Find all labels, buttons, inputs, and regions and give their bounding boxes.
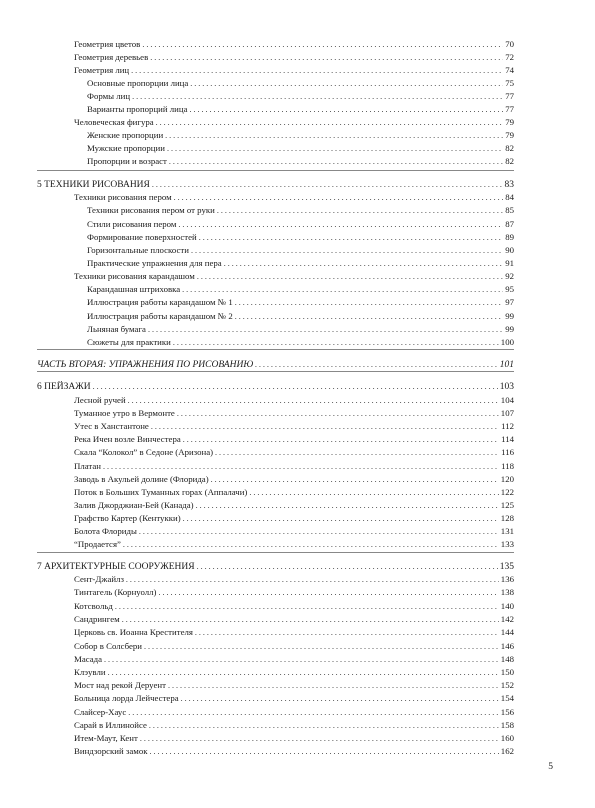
- toc-entry: [74, 116, 514, 129]
- toc-entry-title: Формирование поверхностей: [87, 232, 197, 242]
- toc-entry: [87, 90, 514, 103]
- toc-chapter: [37, 178, 514, 191]
- toc-entry-page: 75: [505, 78, 514, 88]
- toc-entry: [74, 51, 514, 64]
- toc-entry: [87, 336, 514, 349]
- toc-entry-title: Масада: [74, 654, 103, 664]
- toc-entry-page: 118: [501, 461, 514, 471]
- toc-entry: [87, 129, 514, 142]
- toc-entry-title: ЧАСТЬ ВТОРАЯ: УПРАЖНЕНИЯ ПО РИСОВАНИЮ: [37, 360, 254, 370]
- toc-entry: [74, 433, 514, 446]
- toc-entry-page: 82: [505, 143, 514, 153]
- toc-part: [37, 358, 514, 371]
- toc-entry: [74, 460, 514, 473]
- toc-entry-title: Карандашная штриховка: [87, 284, 181, 294]
- toc-entry-page: 131: [500, 526, 514, 536]
- toc-entry-title: Болота Флориды: [74, 526, 137, 536]
- toc-entry-title: 7 АРХИТЕКТУРНЫЕ СООРУЖЕНИЯ: [37, 562, 195, 572]
- toc-entry-page: 72: [505, 52, 514, 62]
- toc-entry: [74, 499, 514, 512]
- toc-entry: [74, 407, 514, 420]
- toc-entry: [74, 446, 514, 459]
- toc-entry-page: 99: [505, 311, 514, 321]
- toc-entry-title: Виндзорский замок: [74, 746, 148, 756]
- dot-leader: [151, 420, 499, 433]
- toc-entry-page: 104: [500, 395, 514, 405]
- toc-entry-page: 125: [500, 500, 514, 510]
- toc-entry: [87, 257, 514, 270]
- dot-leader: [140, 732, 499, 745]
- toc-entry-page: 87: [505, 219, 514, 229]
- toc-entry-title: Итем-Маут, Кент: [74, 733, 138, 743]
- dot-leader: [224, 257, 504, 270]
- dot-leader: [158, 586, 498, 599]
- dot-leader: [103, 460, 499, 473]
- toc-entry-title: 6 ПЕЙЗАЖИ: [37, 382, 91, 392]
- toc-entry: [74, 732, 514, 745]
- dot-leader: [149, 719, 499, 732]
- toc-entry-title: Сарай в Иллинойсе: [74, 720, 147, 730]
- dot-leader: [177, 407, 499, 420]
- toc-entry-page: 116: [501, 447, 514, 457]
- toc-entry-page: 99: [505, 324, 514, 334]
- toc-entry: [87, 296, 514, 309]
- dot-leader: [165, 129, 503, 142]
- toc-entry-title: Сент-Джайлз: [74, 574, 124, 584]
- toc-entry: [74, 706, 514, 719]
- dot-leader: [190, 103, 504, 116]
- dot-leader: [126, 573, 499, 586]
- section-divider: [37, 552, 514, 553]
- dot-leader: [142, 38, 503, 51]
- toc-chapter: [37, 380, 514, 393]
- toc-entry-page: 79: [505, 130, 514, 140]
- toc-entry: [74, 692, 514, 705]
- toc-entry: [74, 573, 514, 586]
- dot-leader: [217, 204, 503, 217]
- toc-entry-title: Геометрия цветов: [74, 39, 141, 49]
- toc-entry-title: Утес в Ханстантоне: [74, 421, 149, 431]
- dot-leader: [182, 283, 503, 296]
- page-number: 5: [548, 762, 553, 772]
- toc-entry-page: 91: [505, 258, 514, 268]
- toc-entry: [87, 283, 514, 296]
- toc-entry: [74, 640, 514, 653]
- toc-entry-page: 101: [499, 360, 514, 370]
- toc-entry-page: 90: [505, 245, 514, 255]
- toc-entry-title: Котсвольд: [74, 601, 113, 611]
- dot-leader: [199, 231, 503, 244]
- dot-leader: [104, 653, 499, 666]
- toc-entry-page: 82: [505, 156, 514, 166]
- toc-entry: [74, 394, 514, 407]
- toc-entry-page: 95: [505, 284, 514, 294]
- toc-entry: [87, 77, 514, 90]
- toc-entry-title: Практические упражнения для пера: [87, 258, 222, 268]
- toc-entry: [74, 745, 514, 758]
- toc-entry: [87, 218, 514, 231]
- toc-entry-title: Льняная бумага: [87, 324, 146, 334]
- dot-leader: [144, 640, 499, 653]
- toc-entry-page: 146: [500, 641, 514, 651]
- toc-entry-page: 77: [505, 91, 514, 101]
- toc-entry-title: Формы лиц: [87, 91, 131, 101]
- dot-leader: [174, 191, 504, 204]
- dot-leader: [196, 499, 499, 512]
- toc-entry-title: Техники рисования пером от руки: [87, 205, 215, 215]
- toc-entry: [87, 323, 514, 336]
- dot-leader: [122, 613, 499, 626]
- toc-entry: [74, 512, 514, 525]
- toc-entry-title: Сандрингем: [74, 614, 120, 624]
- toc-entry: [74, 653, 514, 666]
- dot-leader: [190, 77, 503, 90]
- toc-entry: [87, 103, 514, 116]
- toc-entry-title: Залив Джорджиан-Бей (Канада): [74, 500, 194, 510]
- toc-entry: [74, 719, 514, 732]
- dot-leader: [191, 244, 503, 257]
- toc-entry: [87, 231, 514, 244]
- dot-leader: [131, 64, 503, 77]
- toc-entry: [74, 538, 514, 551]
- toc-entry-page: 138: [500, 587, 514, 597]
- toc-entry: [74, 270, 514, 283]
- dot-leader: [215, 446, 499, 459]
- toc-entry-title: Поток в Больших Туманных горах (Аппалачи): [74, 487, 248, 497]
- toc-entry: [87, 310, 514, 323]
- toc-entry-page: 156: [500, 707, 514, 717]
- toc-entry-page: 160: [500, 733, 514, 743]
- toc-entry-title: Сюжеты для практики: [87, 337, 171, 347]
- toc-entry: [74, 586, 514, 599]
- toc-entry-title: Собор в Солсбери: [74, 641, 143, 651]
- toc-entry: [74, 679, 514, 692]
- toc-entry: [74, 486, 514, 499]
- toc-entry-page: 97: [505, 297, 514, 307]
- toc-entry-page: 89: [505, 232, 514, 242]
- toc-entry-title: Больница лорда Лейчестера: [74, 693, 179, 703]
- toc-entry-page: 122: [500, 487, 514, 497]
- toc-entry-title: Река Ичен возле Винчестера: [74, 434, 181, 444]
- toc-entry: [74, 600, 514, 613]
- toc-entry-title: Скала “Колокол” в Седоне (Аризона): [74, 447, 214, 457]
- dot-leader: [152, 178, 503, 191]
- toc-entry-title: Туманное утро в Вермонте: [74, 408, 175, 418]
- toc-entry-page: 133: [500, 539, 514, 549]
- toc-entry: [74, 191, 514, 204]
- toc-entry-page: 158: [500, 720, 514, 730]
- dot-leader: [235, 296, 503, 309]
- toc-entry: [87, 155, 514, 168]
- dot-leader: [168, 679, 499, 692]
- toc-entry-page: 70: [505, 39, 514, 49]
- toc-entry-title: Заводь в Акульей долине (Флорида): [74, 474, 209, 484]
- dot-leader: [139, 525, 499, 538]
- toc-chapter: [37, 560, 514, 573]
- toc-entry: [74, 38, 514, 51]
- dot-leader: [195, 626, 499, 639]
- dot-leader: [115, 600, 499, 613]
- toc-entry-page: 140: [500, 601, 514, 611]
- dot-leader: [156, 116, 504, 129]
- toc-entry-page: 142: [500, 614, 514, 624]
- toc-entry-title: “Продается”: [74, 539, 121, 549]
- dot-leader: [150, 51, 503, 64]
- dot-leader: [235, 310, 503, 323]
- toc-entry-title: Человеческая фигура: [74, 117, 154, 127]
- toc-entry-title: Геометрия лиц: [74, 65, 130, 75]
- toc-entry: [87, 204, 514, 217]
- toc-entry-title: Иллюстрация работы карандашом № 2: [87, 311, 233, 321]
- dot-leader: [183, 512, 499, 525]
- toc-entry-title: Платан: [74, 461, 101, 471]
- dot-leader: [173, 336, 499, 349]
- toc-entry: [74, 420, 514, 433]
- toc-entry-title: Варианты пропорций лица: [87, 104, 188, 114]
- toc-entry: [74, 473, 514, 486]
- toc-entry-page: 77: [505, 104, 514, 114]
- toc-entry-page: 84: [505, 192, 514, 202]
- toc-entry-title: Горизонтальные плоскости: [87, 245, 189, 255]
- dot-leader: [197, 270, 503, 283]
- toc-entry: [74, 626, 514, 639]
- toc-entry-title: Стили рисования пером: [87, 219, 177, 229]
- dot-leader: [249, 486, 498, 499]
- toc-entry-title: Мост над рекой Деруент: [74, 680, 166, 690]
- toc-entry-page: 148: [500, 654, 514, 664]
- section-divider: [37, 349, 514, 350]
- toc-entry-title: Клэувли: [74, 667, 106, 677]
- dot-leader: [123, 538, 499, 551]
- toc-entry-title: Графство Картер (Кентукки): [74, 513, 181, 523]
- toc-entry-page: 100: [500, 337, 514, 347]
- dot-leader: [93, 380, 498, 393]
- toc-entry: [87, 244, 514, 257]
- toc-entry-page: 154: [500, 693, 514, 703]
- section-divider: [37, 170, 514, 171]
- toc-entry: [87, 142, 514, 155]
- toc-entry-page: 112: [501, 421, 514, 431]
- toc-entry-title: Лесной ручей: [74, 395, 126, 405]
- dot-leader: [108, 666, 499, 679]
- dot-leader: [181, 692, 499, 705]
- toc-entry-page: 92: [505, 271, 514, 281]
- dot-leader: [255, 358, 498, 371]
- toc-entry-page: 74: [505, 65, 514, 75]
- dot-leader: [197, 560, 498, 573]
- toc-entry: [74, 666, 514, 679]
- toc-entry-page: 103: [499, 382, 514, 392]
- toc-entry-title: Церковь св. Иоанна Крестителя: [74, 627, 193, 637]
- toc-entry-title: 5 ТЕХНИКИ РИСОВАНИЯ: [37, 180, 150, 190]
- toc-entry-page: 83: [504, 180, 514, 190]
- section-divider: [37, 371, 514, 372]
- toc-entry-title: Техники рисования карандашом: [74, 271, 195, 281]
- toc-entry-page: 162: [500, 746, 514, 756]
- toc-entry-page: 150: [500, 667, 514, 677]
- toc-entry: [74, 525, 514, 538]
- toc-entry-title: Женские пропорции: [87, 130, 164, 140]
- toc-entry-page: 79: [505, 117, 514, 127]
- toc-entry-page: 114: [501, 434, 514, 444]
- dot-leader: [148, 323, 503, 336]
- dot-leader: [211, 473, 499, 486]
- toc-entry-title: Тинтагель (Корнуолл): [74, 587, 157, 597]
- dot-leader: [128, 394, 499, 407]
- toc-entry-page: 128: [500, 513, 514, 523]
- toc-entry-title: Пропорции и возраст: [87, 156, 167, 166]
- toc-entry-title: Мужские пропорции: [87, 143, 165, 153]
- toc-entry: [74, 64, 514, 77]
- toc-entry-page: 136: [500, 574, 514, 584]
- toc-entry-page: 120: [500, 474, 514, 484]
- dot-leader: [169, 155, 503, 168]
- dot-leader: [167, 142, 503, 155]
- toc-entry: [74, 613, 514, 626]
- toc-entry-page: 152: [500, 680, 514, 690]
- toc-entry-title: Иллюстрация работы карандашом № 1: [87, 297, 233, 307]
- toc-entry-title: Техники рисования пером: [74, 192, 172, 202]
- toc-entry-page: 144: [500, 627, 514, 637]
- dot-leader: [183, 433, 499, 446]
- toc-entry-page: 107: [500, 408, 514, 418]
- toc-entry-page: 85: [505, 205, 514, 215]
- toc-entry-page: 135: [499, 562, 514, 572]
- toc-entry-title: Слайсер-Хаус: [74, 707, 127, 717]
- dot-leader: [178, 218, 503, 231]
- dot-leader: [132, 90, 503, 103]
- dot-leader: [150, 745, 499, 758]
- toc-entry-title: Основные пропорции лица: [87, 78, 189, 88]
- toc-entry-title: Геометрия деревьев: [74, 52, 149, 62]
- dot-leader: [128, 706, 499, 719]
